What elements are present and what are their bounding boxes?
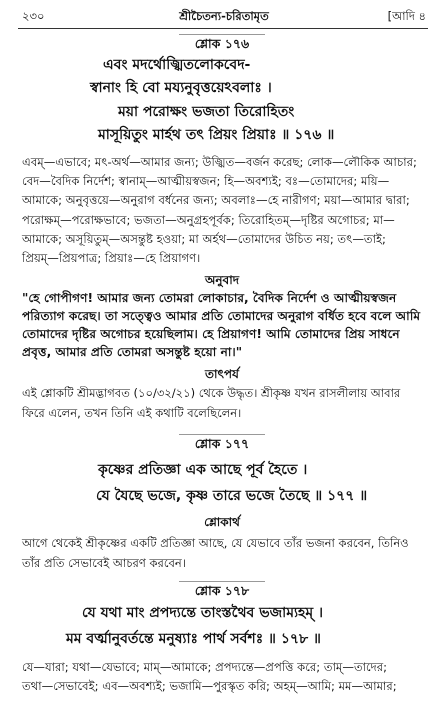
word-meaning-line: বেদ—বৈদিক নির্দেশ; স্বানাম্—আত্মীয়স্বজন; হি—অবশ্যই; বঃ—তোমাদের; ময়ি—: [22, 174, 390, 189]
word-meaning-line: পরোক্ষম্—পরোক্ষভাবে; ভজতা—অনুগ্রহপূর্বক; তিরোহিতম্—দৃষ্টির অগোচর; মা—: [22, 212, 395, 227]
verse-176-translation: [22, 289, 426, 361]
word-meaning-line: আমাকে; অসূয়িতুম্—অসন্তুষ্ট হওয়া; মা অর্হথ—তোমাদের উচিত নয়; তৎ—তাই;: [22, 231, 386, 246]
running-title: শ্রীচৈতন্য-চরিতামৃত: [179, 9, 269, 23]
purport-heading: তাৎপর্য: [205, 367, 239, 381]
verse-177-line-2: যে যৈছে ভজে, কৃষ্ণ তারে ভজে তৈছে ॥ ১৭৭ ॥: [96, 488, 368, 504]
page-header: [22, 6, 426, 26]
verse-178-line-1: যে যথা মাং প্রপদ্যন্তে তাংস্তথৈব ভজাম্যহম্ ।: [82, 605, 324, 621]
translation-heading: অনুবাদ: [204, 273, 240, 287]
verse-178-word-meanings: [22, 658, 426, 696]
verse-178-line-2: মম বর্ত্মানুবর্তন্তে মনুষ্যাঃ পার্থ সর্বশঃ ॥ ১৭৮ ॥: [66, 631, 321, 647]
verse-176-line-1: এবং মদর্থোজ্ঝিতলোকবেদ-: [103, 57, 251, 73]
verse-176-line-4: মাসূয়িতুং মার্হথ তৎ প্রিয়ং প্রিয়াঃ ॥ ১৭৬ ॥: [98, 127, 335, 143]
word-meaning-line: প্রিয়ম্—প্রিয়পাত্র; প্রিয়াঃ—হে প্রিয়াগণ।: [22, 251, 201, 266]
verse-176-line-3: ময়া পরোক্ষং ভজতা তিরোহিতং: [118, 104, 295, 120]
word-meaning-line: যে—যারা; যথা—যেভাবে; মাম্—আমাকে; প্রপদ্যন্তে—প্রপত্তি করে; তাম্—তাদের;: [22, 660, 388, 674]
verse-176-line-2: স্বানাং হি বো ময্যনুবৃত্তয়েঽবলাঃ ।: [90, 80, 272, 96]
verse-177-heading: শ্লোক ১৭৭: [0, 434, 444, 452]
translation-line: পরিত্যাগ করেছ। তা সত্ত্বেও আমার প্রতি তোমাদের অনুরাগ বর্ধিত হবে বলে আমি: [22, 309, 421, 323]
translation-line: প্রবৃত্ত, আমার প্রতি তোমরা অসন্তুষ্ট হয়ো না।": [22, 345, 243, 359]
purport-line: ফিরে এলেন, তখন তিনি এই কথাটি বলেছিলেন।: [22, 406, 242, 420]
word-meaning-line: আমাকে; অনুবৃত্তয়ে—অনুরাগ বর্ধনের জন্য; অবলাঃ—হে নারীগণ; ময়া—আমার দ্বারা;: [22, 193, 410, 208]
word-meaning-line: এবম্—এভাবে; মৎ-অর্থ—আমার জন্য; উজ্ঝিত—বর্জন করেছ; লোক—লৌকিক আচার;: [22, 155, 417, 169]
translation-line: তোমাদের দৃষ্টির অগোচর হয়েছিলাম। হে প্রিয়াগণ! আমি তোমাদের প্রিয় সাধনে: [22, 327, 400, 341]
verse-177-line-1: কৃষ্ণের প্রতিজ্ঞা এক আছে পূর্ব হৈতে ।: [98, 462, 308, 478]
verse-177-meaning: [22, 533, 426, 573]
purport-line: এই শ্লোকটি শ্রীমদ্ভাগবত (১০/৩২/২১) থেকে উদ্ধৃত। শ্রীকৃষ্ণ যখন রাসলীলায় আবার: [22, 386, 401, 400]
meaning-line: তাঁর প্রতি সেভাবেই আচরণ করবেন।: [22, 556, 186, 570]
verse-178-heading: শ্লোক ১৭৮: [0, 581, 444, 599]
meaning-line: আগে থেকেই শ্রীকৃষ্ণের একটি প্রতিজ্ঞা আছে, যে যেভাবে তাঁর ভজনা করবেন, তিনিও: [22, 536, 409, 550]
verse-176-purport: [22, 383, 426, 423]
meaning-heading: শ্লোকার্থ: [204, 515, 240, 529]
translation-line: "হে গোপীগণ! আমার জন্য তোমরা লোকাচার, বৈদিক নির্দেশ ও আত্মীয়স্বজন: [22, 291, 397, 305]
verse-176-word-meanings: [22, 153, 426, 268]
verse-176-heading: শ্লোক ১৭৬: [0, 34, 444, 52]
header-rule: [18, 28, 428, 29]
chapter-label: [আদি ৪: [387, 9, 426, 23]
word-meaning-line: তথা—সেভাবেই; এব—অবশ্যই; ভজামি—পুরস্কৃত করি; অহম্—আমি; মম—আমার;: [22, 679, 397, 694]
page-number: ২৩০: [22, 9, 45, 23]
